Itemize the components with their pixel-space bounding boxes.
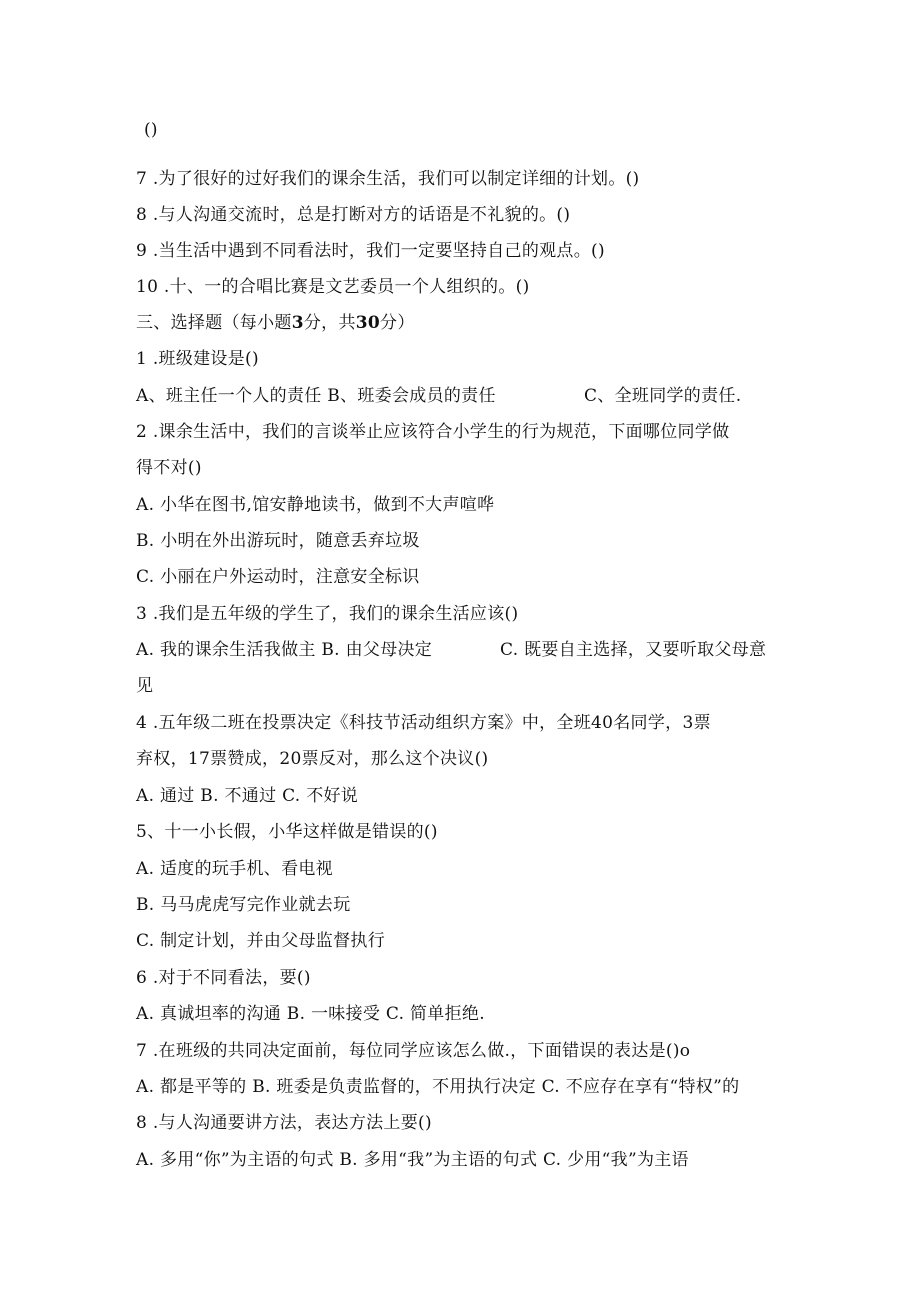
- mc-question-1-options-ab: A、班主任一个人的责任 B、班委会成员的责任: [136, 386, 496, 406]
- section-title-suffix: 分）: [380, 313, 415, 333]
- mc-question-2: 2 .课余生活中，我们的言谈举止应该符合小学生的行为规范，下面哪位同学做: [136, 422, 730, 442]
- section-title-prefix: 三、选择题（每小题: [136, 313, 292, 333]
- tf-question-7: 7 .为了很好的过好我们的课余生活，我们可以制定详细的计划。(): [136, 169, 640, 189]
- tf-question-9: 9 .当生活中遇到不同看法时，我们一定要坚持自己的观点。(): [136, 241, 605, 261]
- mc-question-3-cont: 见: [136, 676, 154, 696]
- mc-question-4-cont: 弃权，17票赞成，20票反对，那么这个决议(): [136, 749, 489, 769]
- mc-question-2-option-b: B. 小明在外出游玩时，随意丢弃垃圾: [136, 531, 420, 551]
- mc-question-8-options: A. 多用“你”为主语的句式 B. 多用“我”为主语的句式 C. 少用“我”为主语: [136, 1150, 689, 1170]
- section-title-choice: [136, 312, 415, 334]
- section-title-points: 3: [291, 313, 304, 333]
- mc-question-2-cont: 得不对(): [136, 458, 202, 478]
- mc-question-5-option-c: C. 制定计划，并由父母监督执行: [136, 931, 386, 951]
- mc-question-1: 1 .班级建设是(): [136, 349, 259, 369]
- mc-question-1-option-c: C、全班同学的责任.: [584, 386, 742, 406]
- answer-blank: (): [144, 120, 158, 140]
- section-title-total: 30: [355, 313, 381, 333]
- mc-question-5-option-b: B. 马马虎虎写完作业就去玩: [136, 895, 351, 915]
- section-title-mid: 分，共: [303, 313, 356, 333]
- mc-question-7-options: A. 都是平等的 B. 班委是负责监督的，不用执行决定 C. 不应存在享有“特权”的: [136, 1077, 740, 1097]
- mc-question-8: 8 .与人沟通要讲方法，表达方法上要(): [136, 1113, 432, 1133]
- mc-question-6-options: A. 真诚坦率的沟通 B. 一味接受 C. 简单拒绝.: [136, 1004, 485, 1024]
- tf-question-8: 8 .与人沟通交流时，总是打断对方的话语是不礼貌的。(): [136, 205, 571, 225]
- mc-question-5-option-a: A. 适度的玩手机、看电视: [136, 859, 333, 879]
- mc-question-3: 3 .我们是五年级的学生了，我们的课余生活应该(): [136, 604, 519, 624]
- tf-question-10: 10 .十、一的合唱比赛是文艺委员一个人组织的。(): [136, 277, 530, 297]
- mc-question-4-options: A. 通过 B. 不通过 C. 不好说: [136, 786, 359, 806]
- mc-question-2-option-c: C. 小丽在户外运动时，注意安全标识: [136, 567, 420, 587]
- mc-question-6: 6 .对于不同看法，要(): [136, 968, 311, 988]
- mc-question-4: 4 .五年级二班在投票决定《科技节活动组织方案》中，全班40名同学，3票: [136, 713, 711, 733]
- mc-question-2-option-a: A. 小华在图书,馆安静地读书，做到不大声喧哗: [136, 495, 495, 515]
- mc-question-3-options-ab: A. 我的课余生活我做主 B. 由父母决定: [136, 640, 433, 660]
- mc-question-3-option-c: C. 既要自主选择，又要听取父母意: [500, 640, 767, 660]
- mc-question-5: 5、十一小长假，小华这样做是错误的(): [136, 822, 438, 842]
- mc-question-7: 7 .在班级的共同决定面前，每位同学应该怎么做.，下面错误的表达是()o: [136, 1041, 691, 1061]
